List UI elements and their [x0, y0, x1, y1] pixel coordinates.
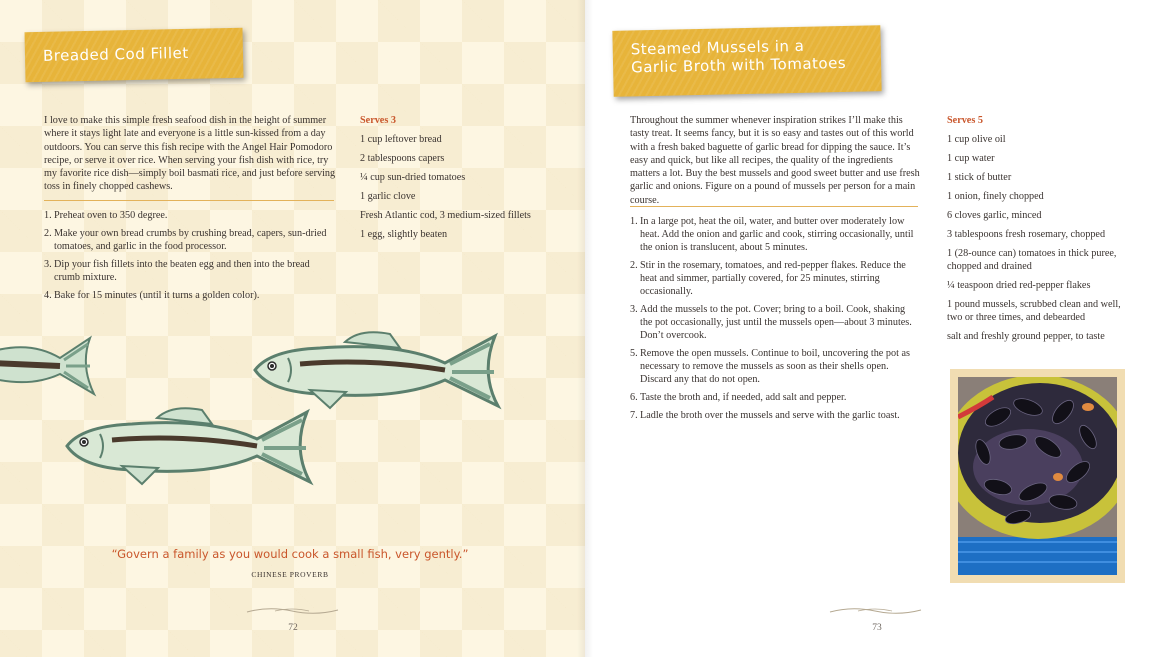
recipe-intro: Throughout the summer whenever inspiration strikes I’ll make this tasty treat. It seems fancy, but it is so easy and tastes out of this world with a fresh baked baguette of garlic bread for dipping the sauce. It’s easy and quick, but like all recipes, the quality of the ingredients matters a lot. Buy the best mussels and good sweet butter and use fresh garlic and onions. Figure on a pound of mussels per person for a main course.: [630, 115, 920, 206]
recipe-title-line-2: Garlic Broth with Tomatoes: [630, 53, 847, 77]
ingredient-item: 6 cloves garlic, minced: [947, 210, 1042, 221]
step-item: [630, 303, 920, 342]
step-number: 1.: [630, 216, 638, 227]
step-text: Bake for 15 minutes (until it turns a golden color).: [54, 290, 260, 301]
step-number: 2.: [44, 228, 52, 239]
step-item: [44, 289, 338, 302]
step-number: 3.: [630, 304, 638, 315]
ingredient-list: [360, 114, 560, 247]
step-item: [44, 227, 338, 253]
ingredient-item: ¼ teaspoon dried red-pepper flakes: [947, 280, 1091, 291]
proverb-quote: “Govern a family as you would cook a small fish, very gently.”: [111, 547, 469, 561]
step-text: Make your own bread crumbs by crushing bread, capers, sun-dried tomatoes, and garlic in the food processor.: [54, 228, 327, 252]
serves-label: Serves 5: [947, 115, 983, 126]
ingredient-item: 1 garlic clove: [360, 191, 416, 202]
step-item: [44, 258, 338, 284]
recipe-title-line-1: Steamed Mussels in a: [630, 36, 805, 59]
recipe-title: Breaded Cod Fillet: [42, 43, 189, 65]
ingredient-item: salt and freshly ground pepper, to taste: [947, 331, 1105, 342]
fish-illustration-partial: [0, 330, 100, 405]
step-text: Taste the broth and, if needed, add salt and pepper.: [640, 392, 847, 403]
ingredient-item: 1 cup water: [947, 153, 995, 164]
page-number: 73: [872, 623, 882, 633]
ingredient-list: [947, 114, 1127, 349]
ingredient-item: 1 stick of butter: [947, 172, 1012, 183]
step-item: [630, 259, 920, 298]
step-item: [630, 391, 920, 404]
step-text: Stir in the rosemary, tomatoes, and red-pepper flakes. Reduce the heat and simmer, partially covered, for 25 minutes, stirring occasionally.: [640, 260, 906, 297]
recipe-title-banner: [25, 28, 244, 83]
recipe-intro: I love to make this simple fresh seafood dish in the height of summer where it stays light late and everyone is a little sun-kissed from a day outdoors. You can serve this fish recipe with the Angel Hair Pomodoro recipe, or serve it over rice. When serving your fish dish with rice, try my favorite rice dish—simply boil basmati rice, and just before serving toss in finely chopped cashews.: [44, 115, 336, 193]
step-item: [630, 409, 920, 422]
book-gutter: [577, 0, 593, 657]
ingredient-item: 1 cup olive oil: [947, 134, 1006, 145]
ingredient-item: 2 tablespoons capers: [360, 153, 445, 164]
mussels-photo: [958, 377, 1117, 575]
flourish-ornament: [828, 606, 923, 616]
recipe-steps: [44, 209, 338, 307]
serves-label: Serves 3: [360, 115, 396, 126]
step-text: Preheat oven to 350 degree.: [54, 210, 168, 221]
ingredient-item: ¼ cup sun-dried tomatoes: [360, 172, 466, 183]
mussels-photo-frame: [950, 369, 1125, 583]
step-item: [630, 347, 920, 386]
step-item: [630, 215, 920, 254]
page-number: 72: [288, 623, 298, 633]
ingredient-item: Fresh Atlantic cod, 3 medium-sized fillets: [360, 210, 531, 221]
step-text: In a large pot, heat the oil, water, and butter over moderately low heat. Add the onion and garlic and cook, stirring occasionally, until the onion is translucent, about 5 minutes.: [640, 216, 914, 253]
fish-illustration: [62, 404, 317, 494]
ingredient-item: 1 cup leftover bread: [360, 134, 442, 145]
recipe-steps: [630, 215, 920, 427]
step-number: 5.: [630, 348, 638, 359]
ingredient-item: 1 egg, slightly beaten: [360, 229, 448, 240]
step-text: Add the mussels to the pot. Cover; bring to a boil. Cook, shaking the pot occasionally, just until the mussels open—about 3 minutes. Don’t overcook.: [640, 304, 912, 341]
step-item: [44, 209, 338, 222]
proverb-attribution: CHINESE PROVERB: [251, 570, 329, 579]
flourish-ornament: [245, 606, 340, 616]
ingredient-item: 3 tablespoons fresh rosemary, chopped: [947, 229, 1106, 240]
right-page: [585, 0, 1170, 657]
ingredient-item: 1 (28-ounce can) tomatoes in thick puree, chopped and drained: [947, 248, 1117, 272]
step-number: 3.: [44, 259, 52, 270]
ingredient-item: 1 onion, finely chopped: [947, 191, 1044, 202]
step-number: 1.: [44, 210, 52, 221]
step-number: 4.: [44, 290, 52, 301]
step-text: Ladle the broth over the mussels and serve with the garlic toast.: [640, 410, 900, 421]
divider: [630, 206, 918, 207]
step-number: 6.: [630, 392, 638, 403]
step-text: Remove the open mussels. Continue to boil, uncovering the pot as necessary to remove the mussels as soon as their shells open. Discard any that do not open.: [640, 348, 910, 385]
divider: [44, 200, 334, 201]
step-number: 7.: [630, 410, 638, 421]
ingredient-item: 1 pound mussels, scrubbed clean and well, two or three times, and debearded: [947, 299, 1121, 323]
recipe-title-banner: [612, 25, 881, 97]
step-number: 2.: [630, 260, 638, 271]
step-text: Dip your fish fillets into the beaten egg and then into the bread crumb mixture.: [54, 259, 310, 283]
